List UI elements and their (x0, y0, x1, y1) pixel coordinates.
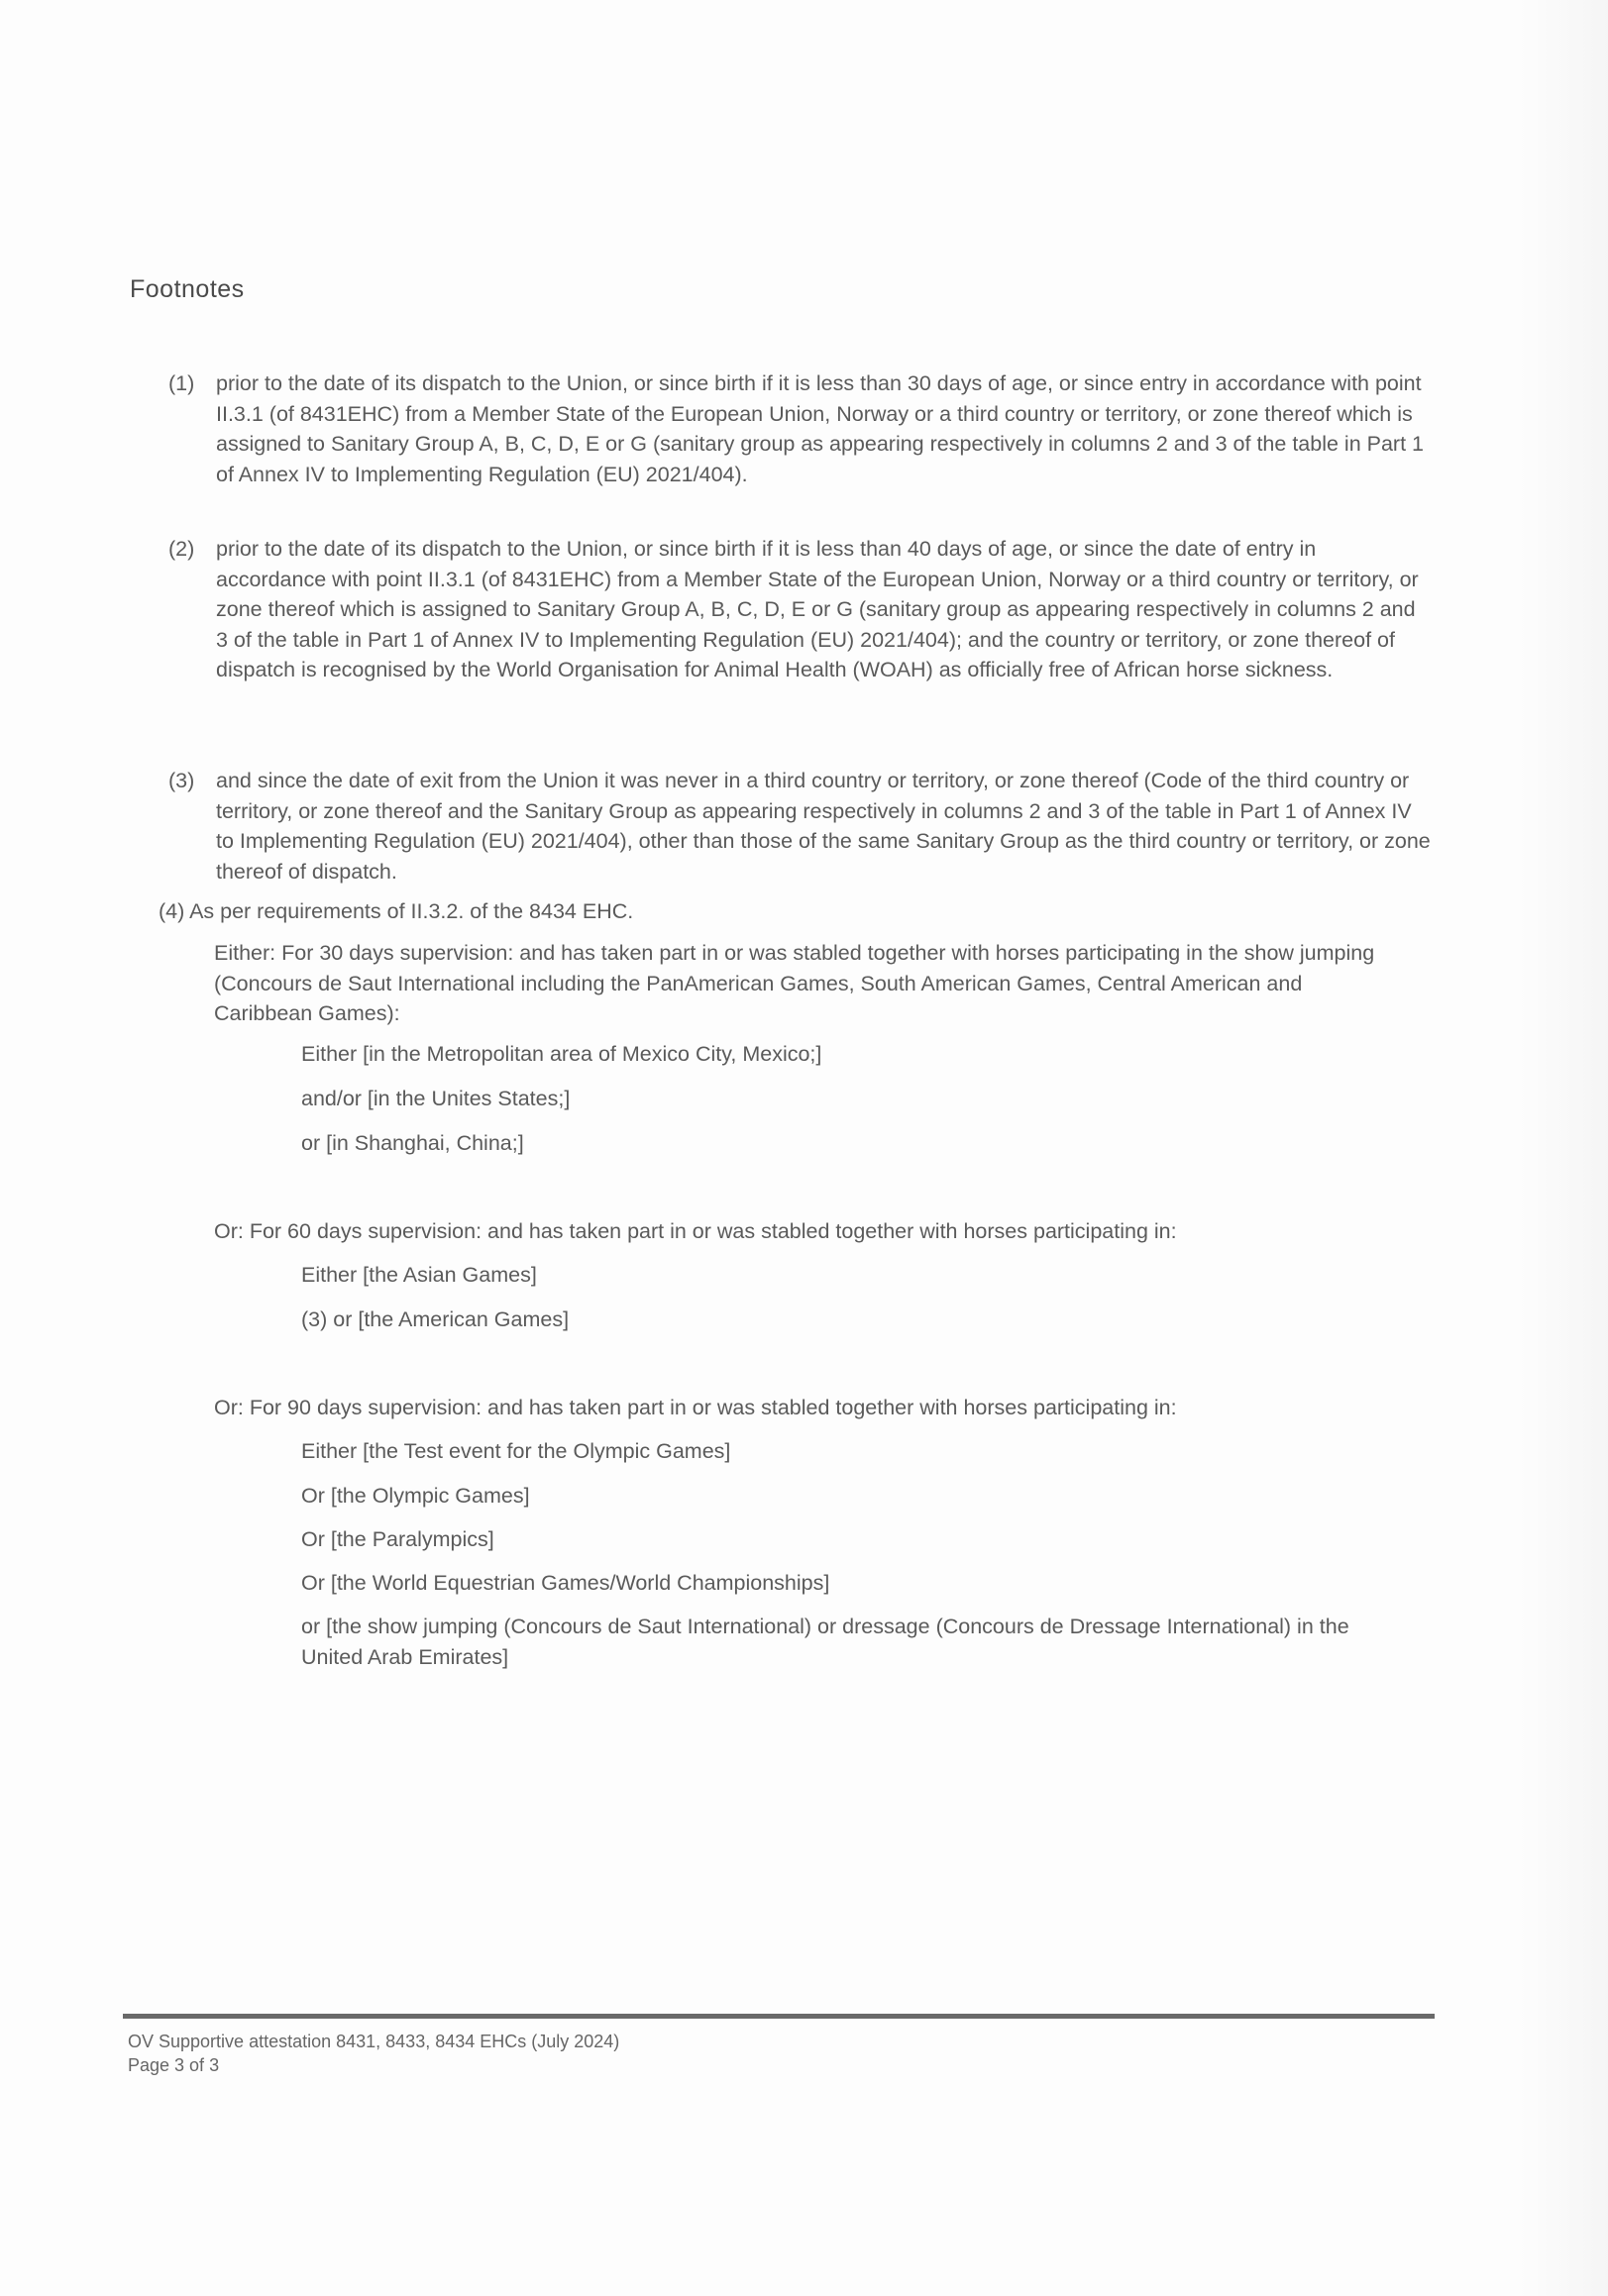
or-60-days: Or: For 60 days supervision: and has taken part in or was stabled together with horses participating in: (214, 1219, 1177, 1243)
list-item: (3) or [the American Games] (301, 1307, 570, 1331)
list-item: Or [the World Equestrian Games/World Championships] (301, 1571, 830, 1595)
footnotes-heading: Footnotes (130, 275, 245, 303)
list-item: or [the show jumping (Concours de Saut International) or dressage (Concours de Dressage International) in the United Arab Emirates] (301, 1615, 1349, 1669)
footnote-3 (168, 766, 1432, 887)
list-item: and/or [in the Unites States;] (301, 1087, 571, 1110)
list-item: or [in Shanghai, China;] (301, 1131, 524, 1155)
footnote-2 (168, 534, 1432, 685)
footer-page-number: Page 3 of 3 (128, 2055, 220, 2075)
footnote-number: (3) (168, 769, 195, 792)
list-item: Or [the Paralympics] (301, 1527, 494, 1551)
footnote-text: prior to the date of its dispatch to the Union, or since birth if it is less than 30 days of age, or since entry in accordance with point II.3.1 (of 8431EHC) from a Member State of the European Union, Norway or a third country or territory, or zone thereof which is assigned to Sanitary Group A, B, C, D, E or G (sanitary group as appearing respectively in columns 2 and 3 of the table in Part 1 of Annex IV to Implementing Regulation (EU) 2021/404). (216, 371, 1424, 486)
scan-edge-shadow (1519, 0, 1608, 2296)
list-item: Either [in the Metropolitan area of Mexico City, Mexico;] (301, 1042, 822, 1066)
footnote-1 (168, 368, 1432, 489)
footnote-text: prior to the date of its dispatch to the Union, or since birth if it is less than 40 days of age, or since the date of entry in accordance with point II.3.1 (of 8431EHC) from a Member State of the European Union, Norway or a third country or territory, or zone thereof which is assigned to Sanitary Group A, B, C, D, E or G (sanitary group as appearing respectively in columns 2 and 3 of the table in Part 1 of Annex IV to Implementing Regulation (EU) 2021/404); and the country or territory, or zone thereof of dispatch is recognised by the World Organisation for Animal Health (WOAH) as officially free of African horse sickness. (216, 537, 1419, 681)
footnote-text: and since the date of exit from the Union it was never in a third country or territory, or zone thereof (Code of the third country or territory, or zone thereof and the Sanitary Group as appearing respectively in columns 2 and 3 of the table in Part 1 of Annex IV to Implementing Regulation (EU) 2021/404), other than those of the same Sanitary Group as the third country or territory, or zone thereof of dispatch. (216, 769, 1431, 884)
footnote-number: (2) (168, 537, 195, 561)
list-item: Or [the Olympic Games] (301, 1484, 530, 1508)
either-30-days: Either: For 30 days supervision: and has taken part in or was stabled together with horses participating in the show jumping (Concours de Saut International including the PanAmerican Games, South American Games, Central American and Caribbean Games): (214, 941, 1375, 1025)
list-item: Either [the Test event for the Olympic Games] (301, 1439, 731, 1463)
footnote-number: (1) (168, 371, 195, 395)
footer-divider (123, 2014, 1435, 2019)
or-90-days: Or: For 90 days supervision: and has taken part in or was stabled together with horses participating in: (214, 1396, 1177, 1419)
list-item: Either [the Asian Games] (301, 1263, 537, 1287)
footer-document-title: OV Supportive attestation 8431, 8433, 8434 EHCs (July 2024) (128, 2032, 620, 2051)
footnote-4-intro: (4) As per requirements of II.3.2. of the 8434 EHC. (159, 899, 634, 923)
